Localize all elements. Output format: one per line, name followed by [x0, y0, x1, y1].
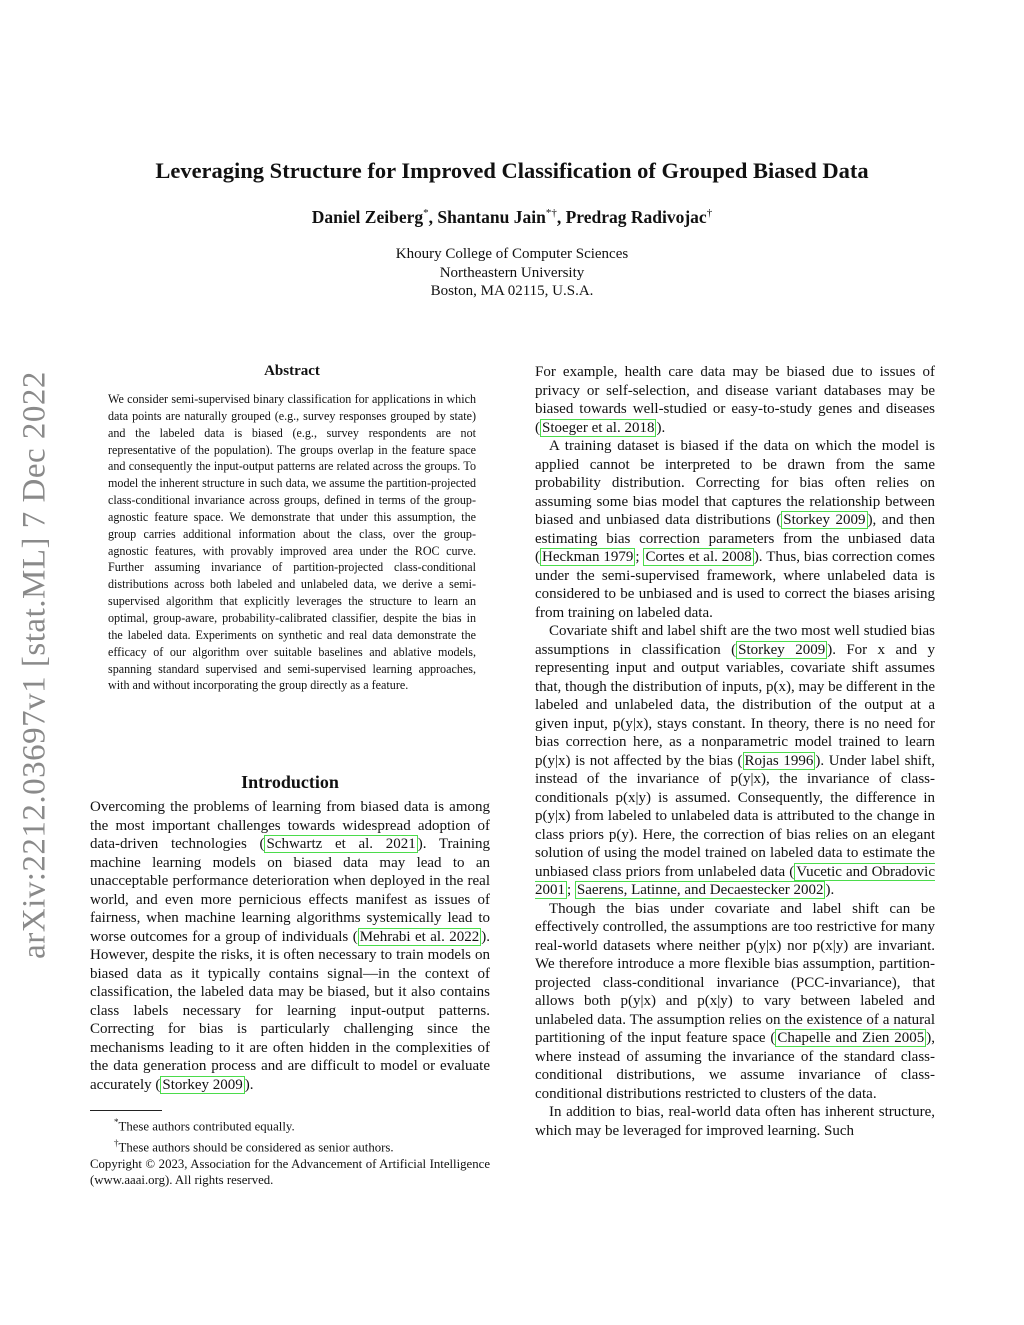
citation-link[interactable]: Vucetic and Obradovic 2001	[535, 863, 935, 898]
author-name: Daniel Zeiberg	[311, 207, 424, 227]
citation-link[interactable]: Cortes et al. 2008	[645, 549, 752, 565]
citation-link[interactable]: Saerens, Latinne, and Decaestecker 2002	[576, 882, 824, 898]
footnote: †These authors should be considered as senior authors.	[114, 1137, 394, 1155]
arxiv-identifier: arXiv:2212.03697v1 [stat.ML] 7 Dec 2022	[16, 371, 53, 959]
abstract-text: We consider semi-supervised binary classification for applications in which data points are naturally grouped (e.g., survey responses grouped by state) and the labeled data is biased (e.g., survey respondents are not representative of the population). The groups overlap in the feature space and consequently the input-output patterns are related across the groups. To model the inherent structure in such data, we assume the partition-projected class-conditional invariance across groups, defined in terms of the group-agnostic feature space. We demonstrate that under this assumption, the group carries additional information about the class, over the group-agnostic features, with provably improved area under the ROC curve. Further assuming invariance of partition-projected class-conditional distributions across both labeled and unlabeled data, we derive a semi-supervised algorithm that explicitly leverages the structure to learn an optimal, group-aware, probability-calibrated classifier, despite the bias in the labeled data. Experiments on synthetic and real data demonstrate the efficacy of our algorithm over suitable baselines and ablative models, spanning standard supervised and semi-supervised learning approaches, with and without incorporating the group directly as a feature.	[108, 392, 476, 693]
footnote: *These authors contributed equally.	[114, 1117, 295, 1134]
author-mark: *†	[545, 207, 557, 220]
abstract-section	[108, 363, 476, 694]
author-name: Predrag Radivojac	[565, 207, 707, 227]
arxiv-sidebar	[0, 340, 70, 990]
affiliation-line: Khoury College of Computer Sciences	[395, 246, 629, 262]
paragraph: For example, health care data may be biased due to issues of privacy or self-selection, and disease variant databases may be biased towards well-studied or easy-to-study genes and diseases ( Stoeger et al. 2018 ).	[535, 364, 935, 436]
paragraph: Covariate shift and label shift are the two most well studied bias assumptions in classification ( Storkey 2009 ). For x and y representing input and output variables, covariate shift assumes that, though the distribution of inputs, p(x), may be different in the labeled and unlabeled data, the distribution of the output at a given input, p(y|x), stays constant. In theory, there is no need for bias correction here, as a nonparametric model trained to learn p(y|x) is not affected by the bias ( Rojas 1996 ). Under label shift, instead of the invariance of p(y|x), the invariance of class-conditionals p(x|y) is assumed. Consequently, the difference in p(y|x) from labeled to unlabeled data is attributed to the change in class priors p(y). Here, the correction of bias relies on an elegant solution of using the model trained on labeled data to estimate the unbiased class priors from unlabeled data ( Vucetic and Obradovic 2001 ; Saerens, Latinne, and Decaestecker 2002 ).	[535, 623, 935, 898]
author-mark: *	[423, 207, 429, 220]
paragraph: A training dataset is biased if the data on which the model is applied cannot be interpreted to be drawn from the same probability distribution. Correcting for bias often relies on assuming some bias model that captures the relationship between biased and unbiased data distributions ( Storkey 2009 ), and then estimating bias correction parameters from the unbiased data ( Heckman 1979 ; Cortes et al. 2008 ). Thus, bias correction comes under the semi-supervised framework, where unlabeled data is considered to be unbiased and is used to correct the biases arising from training on labeled data.	[535, 438, 935, 621]
paragraph: In addition to bias, real-world data often has inherent structure, which may be leveraged for improved learning. Such	[535, 1104, 935, 1139]
paragraph: Overcoming the problems of learning from biased data is among the most important challenges towards widespread adoption of data-driven technologies ( Schwartz et al. 2021 ). Training machine learning models on biased data may lead to an unacceptable performance deterioration when deployed in the real world, and even more pernicious effects manifest as issues of fairness, when machine learning algorithms systemically lead to worse outcomes for a group of individuals ( Mehrabi et al. 2022 ). However, despite the risks, it is often necessary to train models on biased data as it typically contains signal—in the context of classification, the labeled data may be biased, but it also contains class labels necessary for learning input-output patterns. Correcting for bias is particularly challenging since the mechanisms leading to it are often hidden in the complexities of the data generation process and are difficult to model or evaluate accurately ( Storkey 2009 ).	[90, 799, 491, 1093]
citation-link[interactable]: Storkey 2009	[162, 1076, 243, 1093]
copyright-notice: Copyright © 2023, Association for the Advancement of Artificial Intelligence (www.aaai.org). All rights reserved.	[90, 1156, 490, 1188]
affiliation-line: Boston, MA 02115, U.S.A.	[430, 283, 594, 299]
introduction-section	[90, 772, 490, 1094]
citation-link[interactable]: Storkey 2009	[783, 512, 866, 528]
author-mark: †	[706, 207, 713, 220]
citation-link[interactable]: Rojas 1996	[744, 752, 814, 769]
introduction-heading: Introduction	[241, 772, 339, 792]
citation-link[interactable]: Mehrabi et al. 2022	[359, 928, 480, 945]
author-name: Shantanu Jain	[437, 207, 546, 227]
right-column	[535, 363, 935, 1140]
author-list: Daniel Zeiberg*, Shantanu Jain*†, Predrag Radivojac†	[311, 207, 713, 227]
citation-link[interactable]: Chapelle and Zien 2005	[777, 1030, 925, 1046]
abstract-heading: Abstract	[264, 363, 320, 379]
affiliation	[0, 245, 1024, 301]
citation-link[interactable]: Heckman 1979	[542, 549, 634, 565]
paragraph: Though the bias under covariate and label shift can be effectively controlled, the assumptions are too restrictive for many real-world datasets where neither p(y|x) nor p(x|y) are invariant. We therefore introduce a more flexible bias assumption, partition-projected class-conditional invariance (PCC-invariance), that allows both p(y|x) and p(x|y) to vary between labeled and unlabeled data. The assumption relies on the existence of a natural partitioning of the input feature space ( Chapelle and Zien 2005 ), where instead of assuming the invariance of the standard class-conditional distributions, we assume invariance of class-conditional distributions restricted to clusters of the data.	[535, 900, 935, 1102]
affiliation-line: Northeastern University	[439, 264, 585, 281]
citation-link[interactable]: Storkey 2009	[738, 641, 826, 658]
footnote-divider	[90, 1110, 162, 1111]
footnotes	[90, 1110, 490, 1189]
paper-title: Leveraging Structure for Improved Classification of Grouped Biased Data	[155, 158, 869, 183]
citation-link[interactable]: Schwartz et al. 2021	[266, 836, 416, 852]
citation-link[interactable]: Stoeger et al. 2018	[542, 419, 655, 436]
